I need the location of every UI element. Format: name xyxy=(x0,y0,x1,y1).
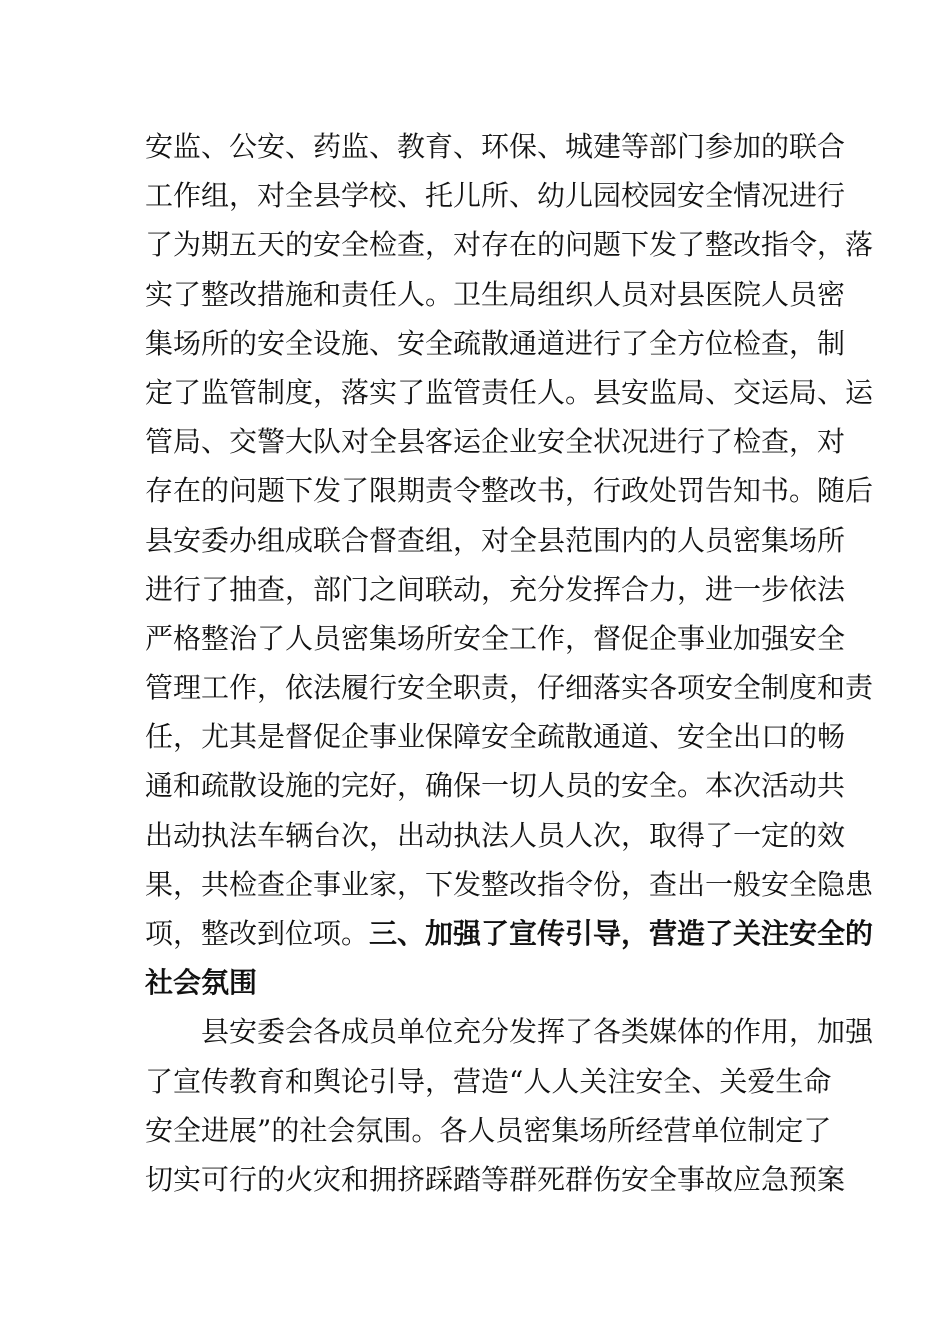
text-line: 存在的问题下发了限期责令整改书，行政处罚告知书。随后 xyxy=(145,474,874,508)
text-line: 管局、交警大队对全县客运企业安全状况进行了检查，对 xyxy=(145,425,846,459)
text-line: 严格整治了人员密集场所安全工作，督促企事业加强安全 xyxy=(145,621,846,655)
section-heading: 三、加强了宣传引导，营造了关注安全的 xyxy=(369,917,874,950)
text-line: 安监、公安、药监、教育、环保、城建等部门参加的联合 xyxy=(145,130,846,163)
text-line: 工作组，对全县学校、托儿所、幼儿园校园安全情况进行 xyxy=(145,179,846,213)
text-line: 进行了抽查，部门之间联动，充分发挥合力，进一步依法 xyxy=(145,572,846,606)
text-line: 出动执法车辆台次，出动执法人员人次，取得了一定的效 xyxy=(145,818,846,852)
text-line: 切实可行的火灾和拥挤踩踏等群死群伤安全事故应急预案 xyxy=(145,1162,846,1196)
text-line: 任，尤其是督促企事业保障安全疏散通道、安全出口的畅 xyxy=(145,720,846,754)
text-line: 通和疏散设施的完好，确保一切人员的安全。本次活动共 xyxy=(145,769,846,803)
text-line: 集场所的安全设施、安全疏散通道进行了全方位检查，制 xyxy=(145,326,846,360)
text-line: 安全进展”的社会氛围。各人员密集场所经营单位制定了 xyxy=(145,1113,832,1147)
text-line: 实了整改措施和责任人。卫生局组织人员对县医院人员密 xyxy=(145,277,846,311)
mixed-text-line xyxy=(145,909,874,958)
text-line: 县安委办组成联合督查组，对全县范围内的人员密集场所 xyxy=(145,523,846,557)
paragraph-first-line: 县安委会各成员单位充分发挥了各类媒体的作用，加强 xyxy=(201,1015,874,1049)
document-body xyxy=(145,122,874,1204)
text-line: 管理工作，依法履行安全职责，仔细落实各项安全制度和责 xyxy=(145,671,874,705)
text-line: 果，共检查企事业家，下发整改指令份，查出一般安全隐患 xyxy=(145,867,874,901)
paragraph-end-text: 项，整改到位项。 xyxy=(145,917,370,950)
section-heading-continuation: 社会氛围 xyxy=(145,966,258,1000)
text-line: 了为期五天的安全检查，对存在的问题下发了整改指令，落 xyxy=(145,228,874,262)
text-line: 定了监管制度，落实了监管责任人。县安监局、交运局、运 xyxy=(145,375,874,409)
text-line: 了宣传教育和舆论引导，营造“人人关注安全、关爱生命 xyxy=(145,1064,832,1098)
